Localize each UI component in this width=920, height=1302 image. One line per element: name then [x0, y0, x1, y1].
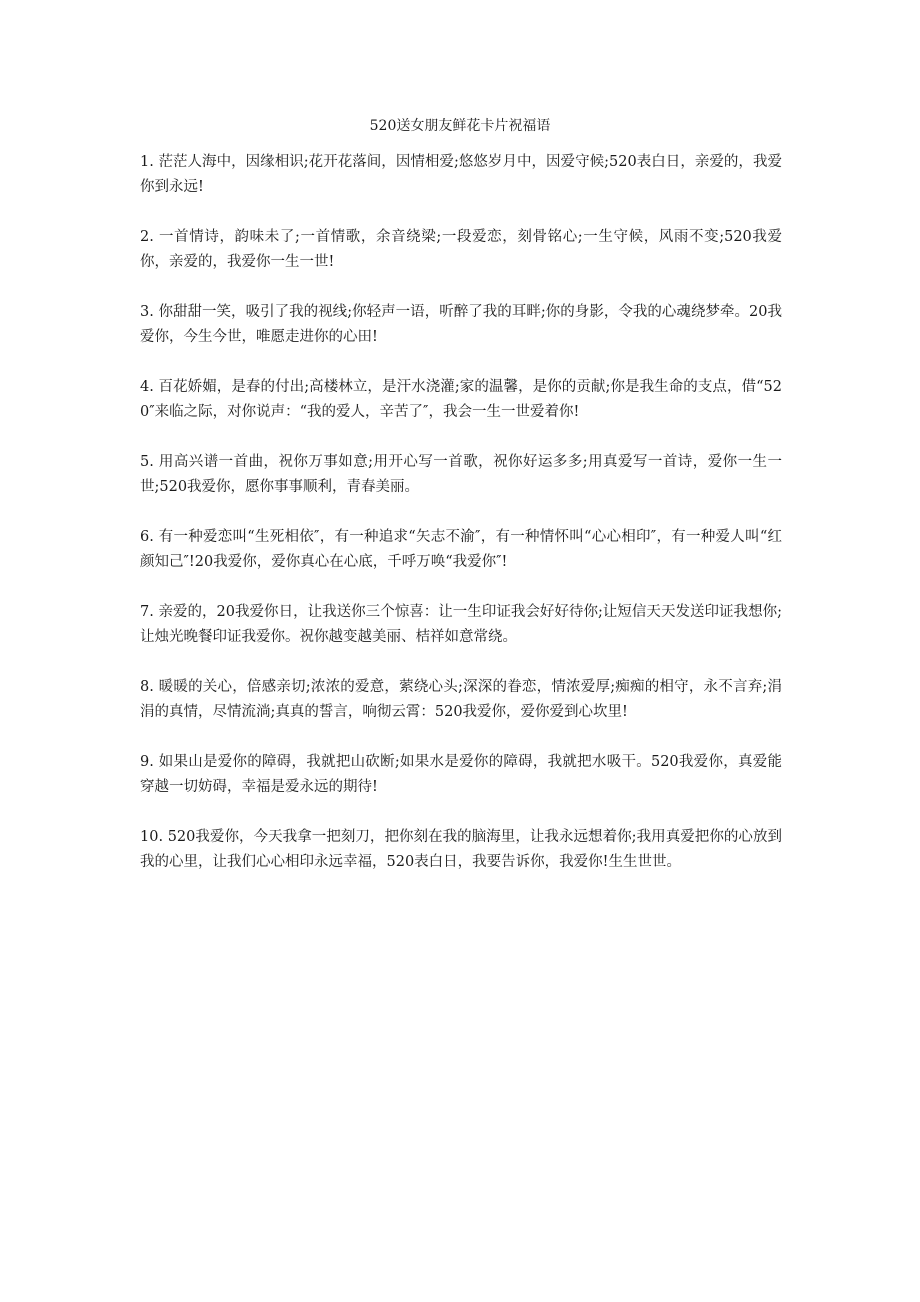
- paragraph: 7. 亲爱的，20我爱你日，让我送你三个惊喜：让一生印证我会好好待你;让短信天天发送印证我想你;让烛光晚餐印证我爱你。祝你越变越美丽、桔祥如意常绕。: [140, 604, 782, 645]
- paragraph: 2. 一首情诗，韵味未了;一首情歌，余音绕梁;一段爱恋，刻骨铭心;一生守候，风雨不变;520我爱你，亲爱的，我爱你一生一世!: [140, 229, 782, 270]
- paragraph: 9. 如果山是爱你的障碍，我就把山砍断;如果水是爱你的障碍，我就把水吸干。520我爱你，真爱能穿越一切妨碍，幸福是爱永远的期待!: [140, 754, 782, 795]
- paragraph: 10. 520我爱你，今天我拿一把刻刀，把你刻在我的脑海里，让我永远想着你;我用真爱把你的心放到我的心里，让我们心心相印永远幸福，520表白日，我要告诉你，我爱你!生生世世。: [140, 829, 782, 870]
- paragraph: 5. 用高兴谱一首曲，祝你万事如意;用开心写一首歌，祝你好运多多;用真爱写一首诗，爱你一生一世;520我爱你，愿你事事顺利，青春美丽。: [140, 454, 782, 495]
- document-body: [140, 150, 782, 900]
- paragraph: 3. 你甜甜一笑，吸引了我的视线;你轻声一语，听醉了我的耳畔;你的身影，令我的心魂绕梦牵。20我爱你，今生今世，唯愿走进你的心田!: [140, 304, 782, 345]
- paragraph: 1. 茫茫人海中，因缘相识;花开花落间，因情相爱;悠悠岁月中，因爱守候;520表白日，亲爱的，我爱你到永远!: [140, 154, 782, 195]
- paragraph: 6. 有一种爱恋叫“生死相依″，有一种追求“矢志不渝″，有一种情怀叫“心心相印″，有一种爱人叫“红颜知己″!20我爱你，爱你真心在心底，千呼万唤“我爱你″!: [140, 529, 782, 570]
- paragraph: 8. 暖暖的关心，倍感亲切;浓浓的爱意，萦绕心头;深深的眷恋，情浓爱厚;痴痴的相守，永不言弃;涓涓的真情，尽情流淌;真真的誓言，响彻云霄：520我爱你，爱你爱到心坎里!: [140, 679, 782, 720]
- document-title: 520送女朋友鲜花卡片祝福语: [369, 118, 551, 134]
- paragraph: 4. 百花娇媚，是春的付出;高楼林立，是汗水浇灌;家的温馨，是你的贡献;你是我生命的支点，借“520″来临之际，对你说声：“我的爱人，辛苦了″，我会一生一世爱着你!: [140, 379, 782, 420]
